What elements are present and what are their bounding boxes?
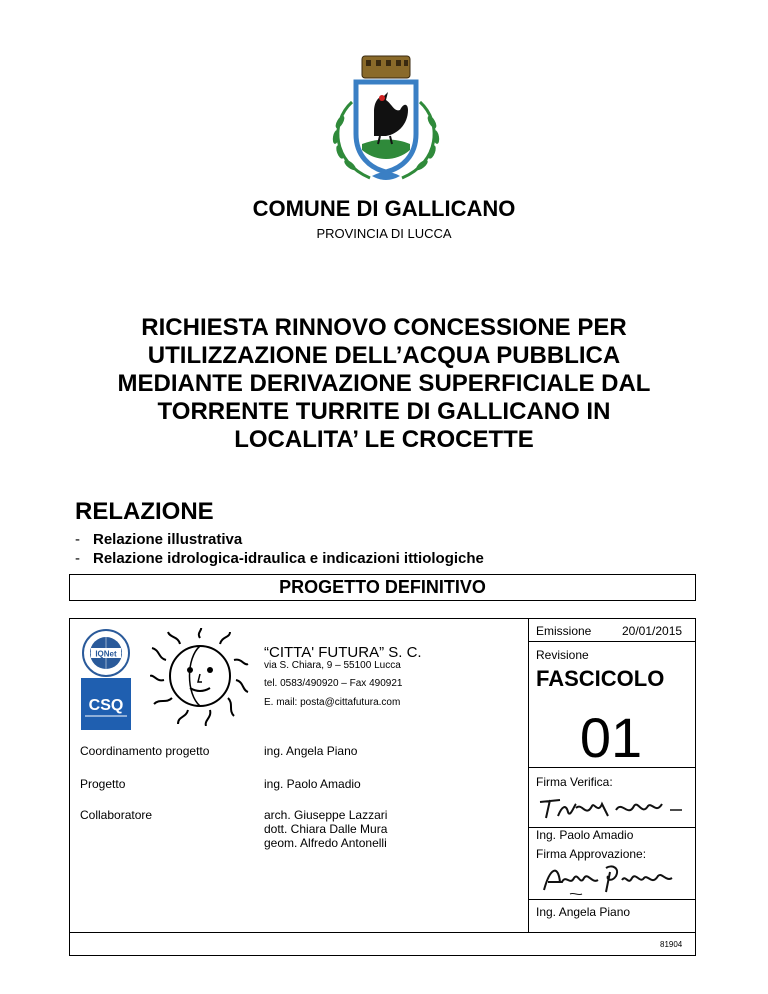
csq-logo-text: CSQ — [88, 697, 124, 714]
iqnet-certification-logo — [81, 628, 131, 678]
signature-approvazione — [540, 862, 680, 898]
comune-title: COMUNE DI GALLICANO — [252, 196, 516, 221]
coordinamento-label: Coordinamento progetto — [80, 744, 210, 758]
list-dash: - — [75, 531, 80, 548]
title-line: RICHIESTA RINNOVO CONCESSIONE PER — [141, 314, 627, 341]
approvazione-name: Ing. Angela Piano — [536, 905, 631, 919]
fascicolo-label: FASCICOLO — [536, 666, 665, 691]
coordinamento-value: ing. Angela Piano — [264, 744, 358, 758]
fascicolo-number: 01 — [579, 706, 643, 769]
emissione-date: 20/01/2015 — [622, 624, 683, 638]
list-item — [75, 549, 484, 568]
firma-verifica-label: Firma Verifica: — [536, 775, 613, 789]
title-line: LOCALITA’ LE CROCETTE — [234, 426, 534, 453]
collaboratori-list — [264, 808, 387, 850]
row-divider — [529, 899, 695, 900]
row-divider — [529, 641, 695, 642]
company-address: via S. Chiara, 9 – 55100 Lucca — [264, 660, 401, 671]
collaboratore-name: dott. Chiara Dalle Mura — [264, 822, 388, 836]
collaboratore-name: arch. Giuseppe Lazzari — [264, 808, 388, 822]
citta-futura-sun-logo — [150, 628, 250, 726]
firma-approvazione-label: Firma Approvazione: — [536, 847, 647, 861]
collaboratore-name: geom. Alfredo Antonelli — [264, 836, 387, 850]
progetto-value: ing. Paolo Amadio — [264, 777, 361, 791]
collaboratore-label: Collaboratore — [80, 808, 153, 822]
column-divider — [528, 619, 529, 932]
signature-verifica — [536, 792, 686, 822]
list-item-text: Relazione idrologica-idraulica e indicazioni ittiologiche — [93, 550, 484, 567]
iqnet-logo-text: IQNet — [95, 649, 117, 659]
company-email: E. mail: posta@cittafutura.com — [264, 697, 401, 708]
verifica-name: Ing. Paolo Amadio — [536, 828, 634, 842]
list-dash: - — [75, 550, 80, 567]
company-phone: tel. 0583/490920 – Fax 490921 — [264, 678, 403, 689]
list-item — [75, 530, 484, 549]
relazione-heading: RELAZIONE — [75, 498, 214, 525]
revisione-label: Revisione — [536, 648, 589, 662]
title-line: UTILIZZAZIONE DELL’ACQUA PUBBLICA — [147, 342, 621, 369]
coat-of-arms-logo — [318, 52, 454, 187]
company-name: “CITTA' FUTURA” S. C. — [264, 644, 422, 661]
title-line: TORRENTE TURRITE DI GALLICANO IN — [157, 398, 611, 425]
document-title — [80, 314, 688, 454]
list-item-text: Relazione illustrativa — [93, 531, 243, 548]
row-divider — [70, 932, 695, 933]
document-code: 81904 — [660, 940, 683, 949]
csq-certification-logo — [81, 678, 131, 730]
progetto-label: Progetto — [80, 777, 126, 791]
relazione-list — [75, 530, 484, 568]
emissione-label: Emissione — [536, 624, 592, 638]
progetto-definitivo-banner: PROGETTO DEFINITIVO — [69, 574, 696, 601]
title-line: MEDIANTE DERIVAZIONE SUPERFICIALE DAL — [117, 370, 651, 397]
provincia-subtitle: PROVINCIA DI LUCCA — [316, 226, 452, 241]
